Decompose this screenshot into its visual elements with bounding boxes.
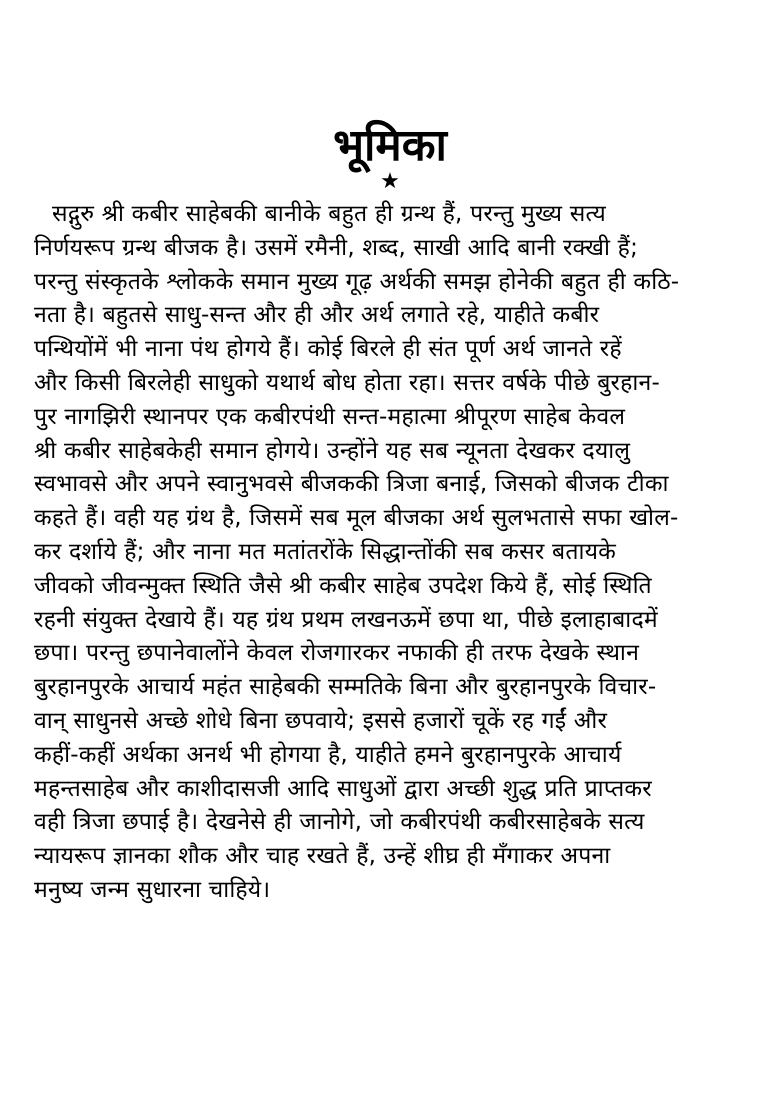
text-line: कहते हैं। वही यह ग्रंथ है, जिसमें सब मूल बीजका अर्थ सुलभतासे सफा खोल- (34, 505, 679, 532)
text-line: सद्गुरु श्री कबीर साहेबकी बानीके बहुत ही ग्रन्थ हैं, परन्तु मुख्य सत्य (52, 201, 606, 227)
text-line: रहनी संयुक्त देखाये हैं। यह ग्रंथ प्रथम लखनऊमें छपा था, पीछे इलाहाबादमें (34, 606, 658, 633)
text-line: वही त्रिजा छपाई है। देखनेसे ही जानोगे, जो कबीरपंथी कबीरसाहेबके सत्य (34, 809, 645, 836)
page-title: भूमिका (333, 120, 447, 171)
text-line: वान् साधुनसे अच्छे शोधे बिना छपवाये; इससे हजारों चूकें रह गईं और (34, 707, 608, 734)
text-line: मनुष्य जन्म सुधारना चाहिये। (34, 876, 271, 903)
text-line: स्वभावसे और अपने स्वानुभवसे बीजककी त्रिजा बनाई, जिसको बीजक टीका (34, 471, 669, 498)
preface-body (34, 198, 776, 908)
text-line: पन्थियोंमें भी नाना पंथ होगये हैं। कोई बिरले ही संत पूर्ण अर्थ जानते रहें (34, 336, 622, 363)
text-line: निर्णयरूप ग्रन्थ बीजक है। उसमें रमैनी, शब्द, साखी आदि बानी रक्खी हैं; (34, 234, 639, 261)
text-line: कर दर्शाये हैं; और नाना मत मतांतरोंके सिद्धान्तोंकी सब कसर बतायके (34, 538, 617, 565)
text-line: पुर नागझिरी स्थानपर एक कबीरपंथी सन्त-महात्मा श्रीपूरण साहेब केवल (34, 403, 626, 430)
text-line: कहीं-कहीं अर्थका अनर्थ भी होगया है, याहीते हमने बुरहानपुरके आचार्य (34, 741, 622, 768)
star-ornament-icon: ★ (380, 169, 400, 194)
text-line: परन्तु संस्कृतके श्लोकके समान मुख्य गूढ़ अर्थकी समझ होनेकी बहुत ही कठि- (34, 268, 680, 295)
text-line: और किसी बिरलेही साधुको यथार्थ बोध होता रहा। सत्तर वर्षके पीछे बुरहान- (34, 369, 660, 396)
text-line: महन्तसाहेब और काशीदासजी आदि साधुओं द्वारा अच्छी शुद्ध प्रति प्राप्तकर (34, 775, 652, 802)
text-line: छपा। परन्तु छपानेवालोंने केवल रोजगारकर नफाकी ही तरफ देखके स्थान (34, 640, 640, 667)
text-line: बुरहानपुरके आचार्य महंत साहेबकी सम्मतिके बिना और बुरहानपुरके विचार- (34, 674, 657, 701)
text-line: नता है। बहुतसे साधु-सन्त और ही और अर्थ लगाते रहे, याहीते कबीर (34, 302, 600, 329)
text-line: जीवको जीवन्मुक्त स्थिति जैसे श्री कबीर साहेब उपदेश किये हैं, सोई स्थिति (34, 572, 652, 599)
text-line: श्री कबीर साहेबकेही समान होगये। उन्होंने यह सब न्यूनता देखकर दयालु (34, 437, 631, 464)
text-line: न्यायरूप ज्ञानका शौक और चाह रखते हैं, उन्हें शीघ्र ही मँगाकर अपना (34, 843, 611, 870)
